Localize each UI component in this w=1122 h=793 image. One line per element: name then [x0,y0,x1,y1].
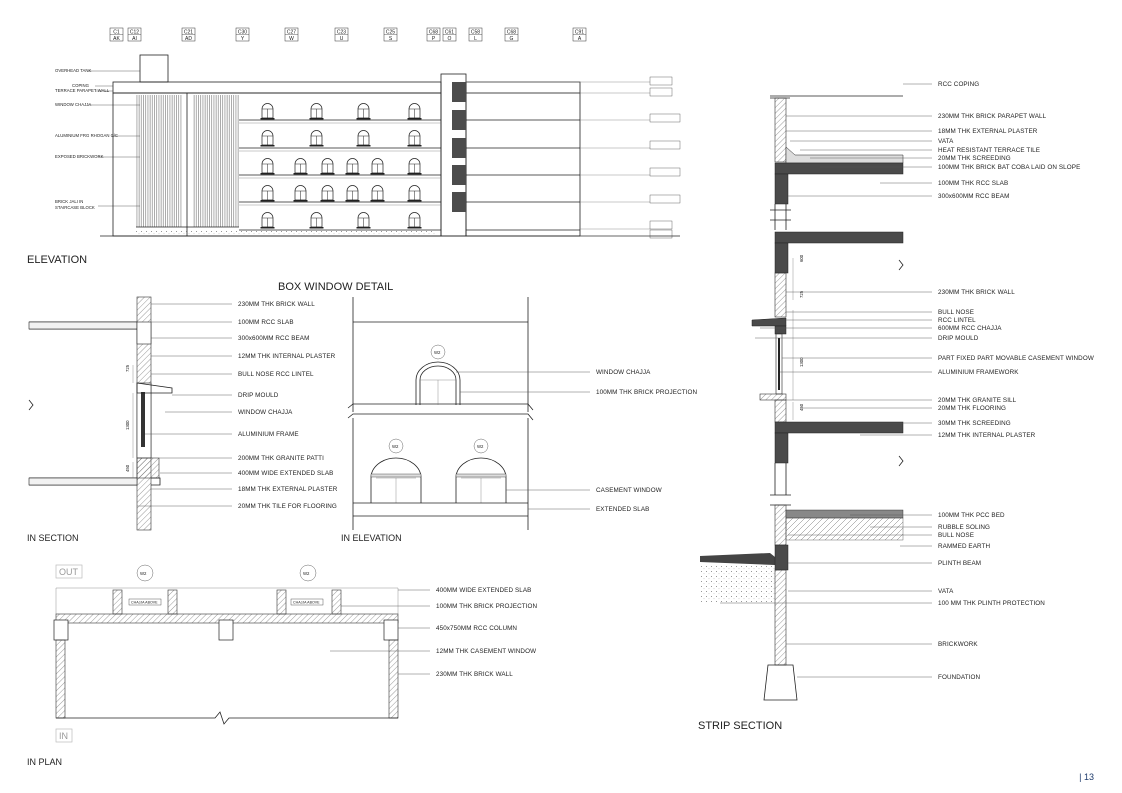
grid-tags [110,28,586,42]
elevation-left-notes [55,68,140,210]
note-overhead-tank: OVERHEAD TANK [55,68,92,73]
callout-label: 100MM THK BRICK PROJECTION [596,389,698,396]
box-window-plan [27,565,538,767]
plan-chajja-note-right: CHAJJA ABOVE [293,600,320,605]
grid-tag-code: C27 [286,29,297,36]
callout-label: BRICKWORK [938,641,978,648]
grid-tag-code: C68 [428,29,439,36]
callout-label: BULL NOSE RCC LINTEL [238,371,314,378]
box-window-title: BOX WINDOW DETAIL [278,281,394,293]
note-staircase: STAIRCASE BLOCK [55,205,95,210]
strip-section [698,81,1094,732]
plan-chajja-note-left: CHAJJA ABOVE [131,600,158,605]
callout-label: ALUMINIUM FRAME [238,431,299,438]
callout-label: 100MM THK PCC BED [938,512,1005,519]
callout-label: 100MM THK RCC SLAB [938,180,1009,187]
callout-label: RUBBLE SOLING [938,524,991,531]
box-window-elevation [341,297,698,543]
note-exposed-brick: EXPOSED BRICKWORK [55,154,104,159]
dim-725: 725 [125,364,130,372]
window-tag: W2 [434,350,441,355]
callout-label: RCC LINTEL [938,317,976,324]
callout-label: 400MM WIDE EXTENDED SLAB [238,470,334,477]
callout-label: 30MM THK SCREEDING [938,420,1011,427]
callout-label: 300x600MM RCC BEAM [938,193,1010,200]
grid-tag-sub: S [388,36,393,42]
callout-label: 600MM RCC CHAJJA [938,325,1002,332]
callout-label: 12MM THK INTERNAL PLASTER [938,432,1036,439]
note-aluminium: ALUMINIUM FRG RHOGAN C/C [55,133,119,138]
callout-label: 100MM RCC SLAB [238,319,294,326]
callout-label: 230MM THK BRICK WALL [238,301,315,308]
grid-tag-sub: G [509,36,514,42]
callout-label: RCC COPING [938,81,980,88]
grid-tag-sub: Y [240,36,245,42]
callout-label: 100 MM THK PLINTH PROTECTION [938,600,1045,607]
callout-label: FOUNDATION [938,674,981,681]
callout-label: 20MM THK SCREEDING [938,155,1011,162]
callout-label: 18MM THK EXTERNAL PLASTER [938,128,1038,135]
elevation-drawing [27,28,680,266]
grid-tag-code: C12 [129,29,140,36]
strip-dims [799,254,804,411]
grid-tag-sub: AD [185,36,192,42]
grid-tag-sub: O [447,36,452,42]
elevation-detail-labels [456,369,698,513]
callout-label: PART FIXED PART MOVABLE CASEMENT WINDOW [938,355,1094,362]
in-elevation-title: IN ELEVATION [341,533,402,543]
callout-label: 12MM THK CASEMENT WINDOW [436,648,537,655]
grid-tag-code: C1 [113,29,120,36]
note-brick-jali: BRICK JALI IN [55,199,84,204]
note-parapet: TERRACE PARAPET WALL [55,88,110,93]
page-number: | 13 [1079,772,1094,782]
callout-label: CASEMENT WINDOW [596,487,662,494]
dim-1300: 1300 [125,420,130,430]
callout-label: DRIP MOULD [238,392,279,399]
callout-label: PLINTH BEAM [938,560,982,567]
callout-label: RAMMED EARTH [938,543,991,550]
plan-in-label: IN [59,731,68,741]
window-tag-left: W2 [392,444,399,449]
callout-label: 230MM THK BRICK PARAPET WALL [938,113,1047,120]
callout-label: 20MM THK FLOORING [938,405,1007,412]
grid-tag-sub: P [431,36,436,42]
in-section-title: IN SECTION [27,533,79,543]
callout-label: 100MM THK BRICK PROJECTION [436,603,538,610]
plan-tag-left: W2 [140,571,147,576]
callout-label: 12MM THK INTERNAL PLASTER [238,353,336,360]
grid-tag-code: C91 [574,29,585,36]
elevation-windows [261,104,422,229]
callout-label: VATA [938,588,954,595]
in-plan-title: IN PLAN [27,757,63,767]
dim-450: 450 [125,464,130,472]
grid-tag-code: C30 [237,29,248,36]
grid-tag-code: C68 [506,29,517,36]
window-tag-right: W2 [477,444,484,449]
grid-tag-sub: AI [132,36,137,42]
strip-section-title: STRIP SECTION [698,720,783,732]
callout-label: 20MM THK TILE FOR FLOORING [238,503,337,510]
callout-label: 400MM WIDE EXTENDED SLAB [436,587,532,594]
callout-label: BULL NOSE [938,309,975,316]
grid-tag-code: C61 [444,29,455,36]
grid-tag-code: C58 [470,29,481,36]
strip-dim: 450 [799,403,804,411]
callout-label: ALUMINIUM FRAMEWORK [938,369,1019,376]
plan-labels [330,587,538,678]
section-labels [137,301,338,510]
callout-label: 200MM THK GRANITE PATTI [238,455,324,462]
callout-label: 100MM THK BRICK BAT COBA LAID ON SLOPE [938,164,1081,171]
strip-dim: 1300 [799,357,804,367]
grid-tag-sub: A [577,36,582,42]
box-window-section [27,297,338,543]
callout-label: 300x600MM RCC BEAM [238,335,310,342]
grid-tag-sub: L [474,36,477,42]
note-window-chajja: WINDOW CHAJJA [55,102,92,107]
callout-label: DRIP MOULD [938,335,979,342]
grid-tag-sub: U [339,36,344,42]
elevation-title: ELEVATION [27,254,88,266]
plan-tag-right: W2 [303,571,310,576]
grid-tag-sub: AK [113,36,120,42]
grid-tag-code: C23 [336,29,347,36]
strip-dim: 725 [799,290,804,298]
plan-out-label: OUT [59,567,78,577]
callout-label: 230MM THK BRICK WALL [938,289,1015,296]
grid-tag-code: C21 [183,29,194,36]
callout-label: WINDOW CHAJJA [238,409,293,416]
callout-label: 230MM THK BRICK WALL [436,671,513,678]
callout-label: BULL NOSE [938,532,975,539]
callout-label: 20MM THK GRANITE SILL [938,397,1017,404]
strip-dim: 600 [799,254,804,262]
callout-label: EXTENDED SLAB [596,506,650,513]
note-coping: COPING [72,83,89,88]
grid-tag-sub: W [289,36,294,42]
callout-label: HEAT RESISTANT TERRACE TILE [938,147,1041,154]
callout-label: WINDOW CHAJJA [596,369,651,376]
grid-tag-code: C25 [385,29,396,36]
callout-label: 450x750MM RCC COLUMN [436,625,518,632]
callout-label: 18MM THK EXTERNAL PLASTER [238,486,338,493]
callout-label: VATA [938,138,954,145]
